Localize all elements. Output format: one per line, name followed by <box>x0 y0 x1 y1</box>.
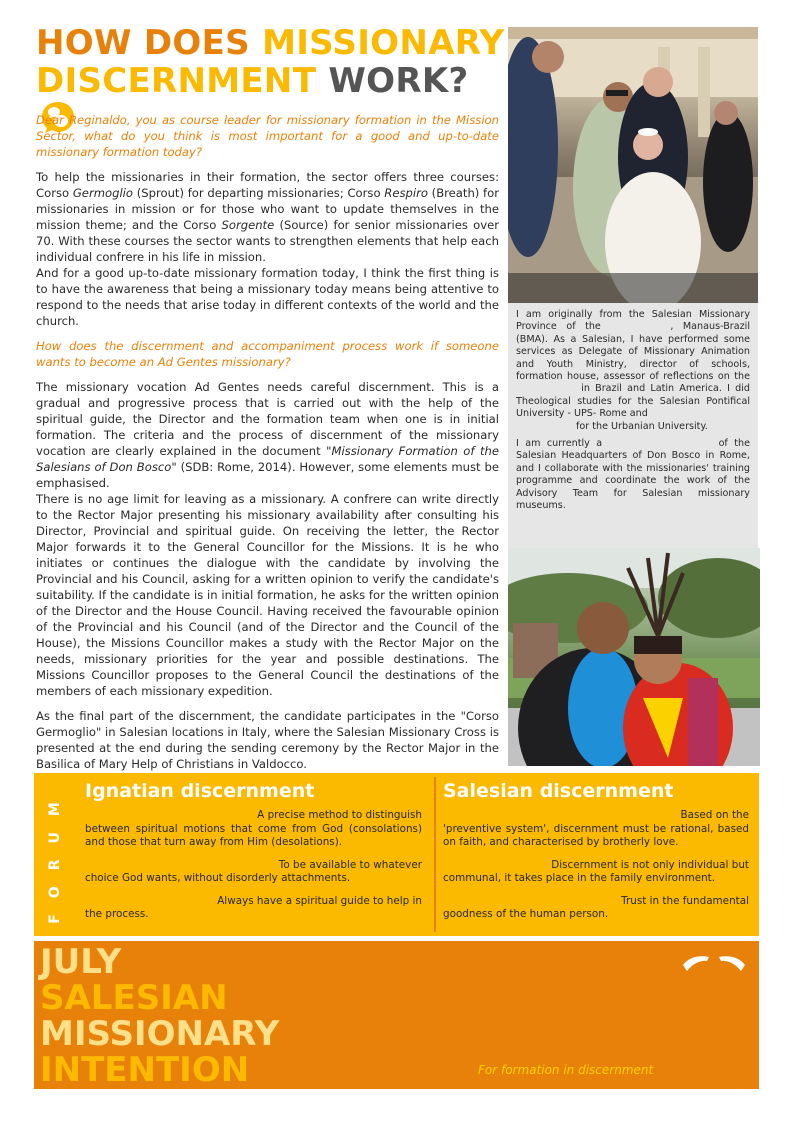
forum-item <box>85 895 422 922</box>
title-part-4: WORK? <box>328 61 469 101</box>
text-run: The missionary vocation Ad Gentes needs careful discernment. This is a gradual and progressive process that is carried out with the help of the spiritual guide, the Director and the formation team when one is in initial formation. The criteria and the process of discernment of the missionary vocation are clearly explained in the document " <box>36 380 499 458</box>
text-run: (Breath) for missionaries in mission or for those who want to update themselves in the mission theme; and the Corso <box>36 186 499 232</box>
text-run: (Sprout) for departing missionaries; Corso <box>133 186 385 200</box>
text-run: between spiritual motions that come from God (consolations) and those that turn away from Him (desolations). <box>85 822 422 848</box>
photo-illustration <box>508 548 760 766</box>
text-run: (Source) for senior missionaries over 70. With these courses the sector wants to strengthen elements that help each individual confrere in his life in mission. <box>36 218 499 264</box>
intention-month: JULY <box>40 942 122 982</box>
course-name-germoglio: Germoglio <box>72 186 133 200</box>
photo-two-missionaries <box>508 548 760 766</box>
text-run: the process. <box>85 908 149 920</box>
text-run: , Manaus-Brazil (BMA). As a Salesian, I have performed some services as Delegate of Missionary Animation and Youth Ministry, director of schools, formation house, assessor of reflections on the <box>516 321 750 383</box>
answer-2-paragraph-3: As the final part of the discernment, the candidate participates in the "Corso Germoglio" in Salesian locations in Italy, where the Salesian Missionary Cross is presented at the end during the sending ceremony by the Rector Major in the Basilica of Mary Help of Christians in Valdocco. <box>36 709 499 771</box>
text-run: choice God wants, without disorderly attachments. <box>85 872 351 884</box>
text-run: A precise method to distinguish <box>257 809 422 821</box>
question-1: Dear Reginaldo, you as course leader for missionary formation in the Mission Sector, what do you think is most important for a good and up-to-date missionary formation today? <box>36 113 499 159</box>
text-run: Trust in the fundamental <box>621 894 749 907</box>
forum-item <box>85 809 422 850</box>
photo-shade <box>508 273 758 303</box>
text-run: 'preventive system', discernment must be rational, based on faith, and characterised by brotherly love. <box>443 822 749 848</box>
text-run: for the Urbanian University. <box>576 420 708 432</box>
forum-salesian <box>443 779 749 931</box>
text-run: Discernment is not only individual but <box>551 858 749 871</box>
photo-group-with-pope <box>508 27 758 303</box>
text-run: communal, it takes place in the family environment. <box>443 872 716 884</box>
author-bio-caption <box>508 303 758 548</box>
text-run: To be available to whatever <box>278 858 422 871</box>
forum-label <box>40 773 70 936</box>
forum-heading-salesian: Salesian discernment <box>443 780 674 802</box>
text-run: of the Salesian Headquarters of Don Bosco in Rome, and I collaborate with the missionaries' training programme and coordinate the work of the Advisory Team for Salesian missionary museums. <box>516 438 750 512</box>
intention-line: SALESIAN <box>40 978 228 1018</box>
photo-illustration <box>508 27 758 303</box>
intention-box <box>34 941 759 1089</box>
answer-2-paragraph-1 <box>36 379 499 699</box>
title-part-2: MISSIONARY <box>262 23 505 63</box>
document-title: Missionary Formation of the Salesians of Don Bosco <box>36 444 499 474</box>
text-run: Always have a spiritual guide to help in <box>217 894 422 907</box>
forum-divider <box>434 777 436 932</box>
question-2: How does the discernment and accompaniment process work if someone wants to become an Ad Gentes missionary? <box>36 339 499 369</box>
text-run: Based on the <box>680 809 749 821</box>
text-run: " (SDB: Rome, 2014). However, some elements must be emphasised. <box>36 460 499 490</box>
forum-item <box>85 859 422 886</box>
answer-1-paragraph-2: And for a good up-to-date missionary formation today, I think the first thing is to have the awareness that being a missionary today means being attentive to respond to the needs that arise today in different contexts of the world and the church. <box>36 266 499 328</box>
forum-ignatian <box>85 779 422 931</box>
forum-item <box>443 895 749 922</box>
course-name-respiro: Respiro <box>384 186 428 200</box>
title-part-1: HOW DOES <box>36 23 263 63</box>
intention-subtitle: For formation in discernment <box>478 1063 654 1077</box>
intention-line: MISSIONARY <box>40 1014 280 1054</box>
answer-2-paragraph-2: There is no age limit for leaving as a missionary. A confrere can write directly to the Rector Major presenting his missionary availability after consulting his Director, Provincial and spiritual guide. On receiving the letter, the Rector Major forwards it to the General Councillor for the Missions. It is he who initiates or continues the dialogue with the candidate by involving the Provincial and his Council, asking for a written opinion to verify the candidate's suitability. If the candidate is in initial formation, he asks for the written opinion of the Director and the House Council. Having received the favourable opinion of the Provincial and his Council (and of the Director and the Council of the House), the Missions Councillor makes a study with the Rector Major on the needs, missionary priorities for the year and possible destinations. The Missions Councillor proposes to the General Council the destinations of the members of each missionary expedition. <box>36 492 499 698</box>
text-run: To help the missionaries in their formation, the sector offers three courses: Corso <box>36 170 499 200</box>
bio-paragraph-1 <box>516 309 750 433</box>
article-body <box>36 112 499 781</box>
forum-box <box>34 773 759 936</box>
answer-1-paragraph-1 <box>36 169 499 329</box>
bio-paragraph-2 <box>516 438 750 512</box>
text-run: in Brazil and Latin America. I did Theological studies for the Salesian Pontifical University - UPS- Rome and <box>516 383 750 420</box>
text-run: I am currently a <box>516 438 603 450</box>
forum-item <box>443 809 749 850</box>
hands-icon <box>681 951 747 973</box>
text-run: goodness of the human person. <box>443 908 609 920</box>
intention-title <box>40 944 279 1088</box>
intention-line: INTENTION <box>40 1050 250 1090</box>
course-name-sorgente: Sorgente <box>221 218 275 232</box>
text-run: I am originally from the Salesian Missionary Province of the <box>516 309 750 333</box>
title-part-3: DISCERNMENT <box>36 61 329 101</box>
forum-item <box>443 859 749 886</box>
forum-heading-ignatian: Ignatian discernment <box>85 780 315 802</box>
forum-label-text: FORUM <box>47 785 64 924</box>
